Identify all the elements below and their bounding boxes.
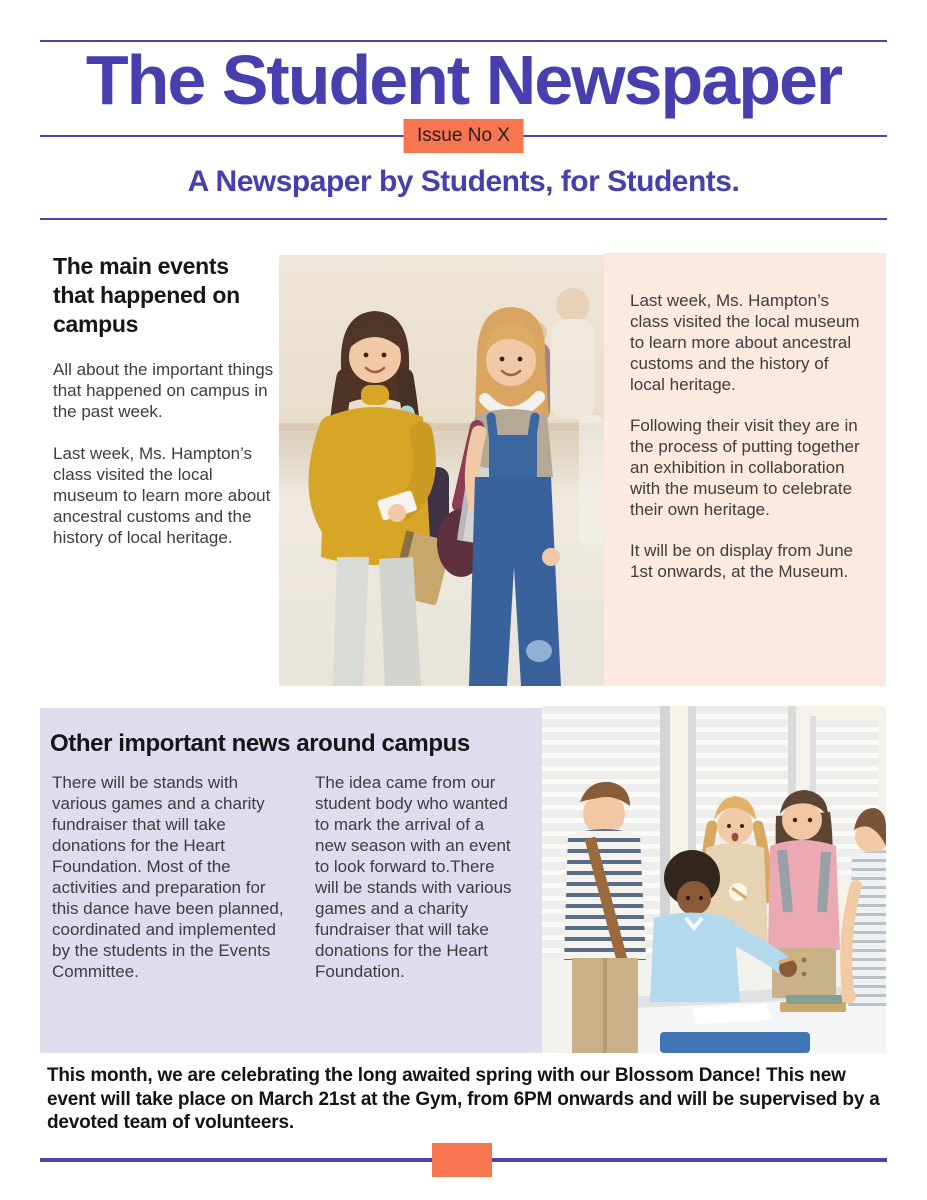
announcement: This month, we are celebrating the long awaited spring with our Blossom Dance! This new event will take place on March 21st at the Gym, from 6PM onwards and will be supervised by a devoted team of volunteers. [47, 1065, 880, 1133]
page-title: The Student Newspaper [85, 41, 842, 119]
main-story-column [53, 252, 275, 569]
tagline: A Newspaper by Students, for Students. [187, 165, 740, 198]
main-story-heading: The main events that happened on campus [53, 253, 240, 337]
issue-badge: Issue No X [403, 119, 524, 153]
main-story-sidebar [604, 253, 886, 686]
campus-news-heading: Other important news around campus [50, 730, 470, 757]
campus-news-column-2: The idea came from our student body who wanted to mark the arrival of a new season with an event to look forward to.There will be stands with various games and a charity fundraiser that will take donations for the Heart Foundation. [315, 773, 512, 981]
sidebar-paragraph: Last week, Ms. Hampton’s class visited the local museum to learn more about ancestral customs and the history of local heritage. [630, 291, 860, 394]
students-photo-illustration [279, 255, 604, 686]
sidebar-paragraph: It will be on display from June 1st onwards, at the Museum. [630, 541, 853, 581]
classroom-photo [542, 706, 886, 1053]
main-story-intro: All about the important things that happened on campus in the past week. [53, 360, 274, 421]
students-photo [279, 255, 604, 686]
header-bottom-rule [40, 218, 887, 220]
campus-news-section [40, 708, 542, 1053]
main-story-body: Last week, Ms. Hampton’s class visited the local museum to learn more about ancestral customs and the history of local heritage. [53, 444, 271, 547]
classroom-photo-illustration [542, 706, 886, 1053]
footer-accent-block [432, 1143, 492, 1177]
sidebar-paragraph: Following their visit they are in the process of putting together an exhibition in collaboration with the museum to celebrate their own heritage. [630, 416, 860, 519]
campus-news-column-1: There will be stands with various games and a charity fundraiser that will take donations for the Heart Foundation. Most of the activities and preparation for this dance have been planned, coordinated and implemented by the students in the Events Committee. [52, 773, 284, 981]
